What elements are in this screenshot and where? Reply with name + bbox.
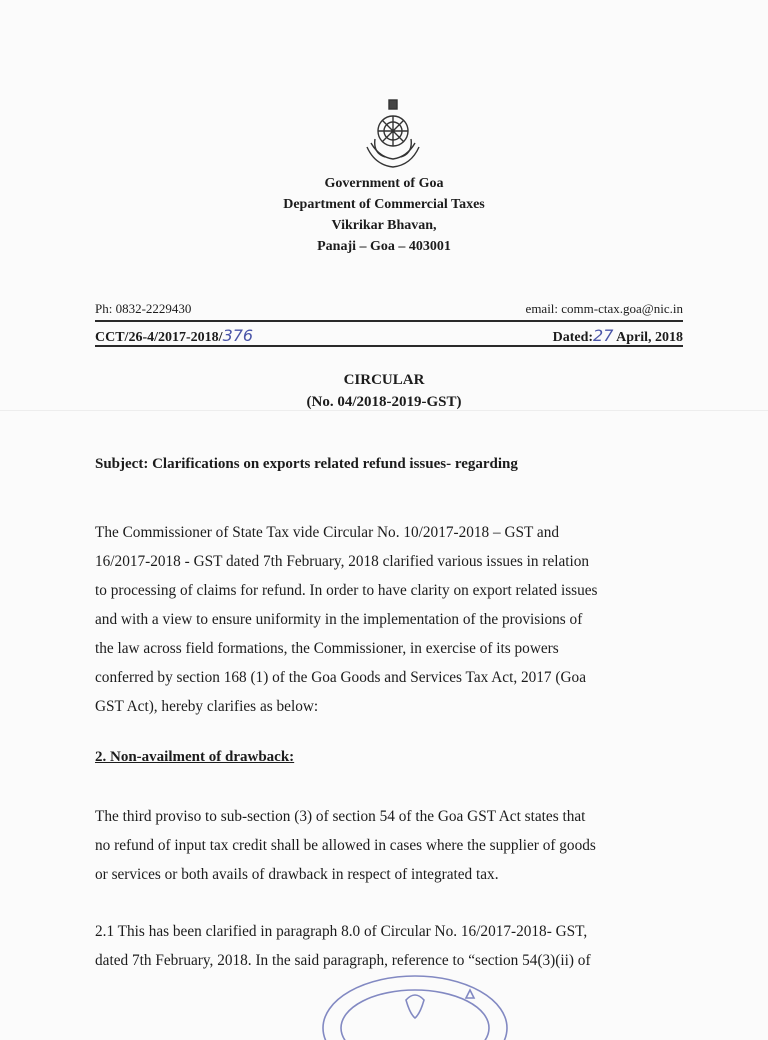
circular-number: (No. 04/2018-2019-GST) <box>306 394 462 410</box>
dated-day-handwritten: 27 <box>593 326 614 345</box>
circular-date <box>553 326 683 346</box>
paragraph-line: the law across field formations, the Commissioner, in exercise of its powers <box>95 640 559 657</box>
email-address: email: comm-ctax.goa@nic.in <box>525 301 683 316</box>
reference-number <box>95 326 253 346</box>
divider-bottom <box>95 345 683 347</box>
dated-label: Dated: <box>552 330 594 345</box>
paragraph-line: dated 7th February, 2018. In the said paragraph, reference to “section 54(3)(ii) of <box>95 952 591 969</box>
paragraph-line: conferred by section 168 (1) of the Goa Goods and Services Tax Act, 2017 (Goa <box>95 669 586 686</box>
section-2-heading: 2. Non-availment of drawback: <box>95 749 295 765</box>
divider-top <box>95 320 683 322</box>
paragraph-section-2 <box>95 802 685 889</box>
paragraph-line: GST Act), hereby clarifies as below: <box>95 698 319 715</box>
phone-number: Ph: 0832-2229430 <box>95 301 192 316</box>
paragraph-introduction <box>95 518 685 721</box>
dated-month-year: April, 2018 <box>613 330 683 345</box>
paragraph-line: 16/2017-2018 - GST dated 7th February, 2018 clarified various issues in relation <box>95 553 590 570</box>
paragraph-line: no refund of input tax credit shall be allowed in cases where the supplier of goods <box>95 837 596 854</box>
paragraph-line: or services or both avails of drawback in respect of integrated tax. <box>95 866 499 883</box>
reference-number-handwritten: 376 <box>222 326 254 345</box>
header-government: Government of Goa <box>324 176 444 191</box>
header-building: Vikrikar Bhavan, <box>331 218 437 233</box>
paragraph-line: The Commissioner of State Tax vide Circular No. 10/2017-2018 – GST and <box>95 524 560 541</box>
circular-title: CIRCULAR <box>343 372 425 388</box>
office-stamp-icon <box>310 960 520 1040</box>
header-address: Panaji – Goa – 403001 <box>317 239 451 254</box>
header-department: Department of Commercial Taxes <box>283 197 485 212</box>
reference-number-printed: CCT/26-4/2017-2018/ <box>95 330 223 345</box>
paragraph-line: and with a view to ensure uniformity in the implementation of the provisions of <box>95 611 583 628</box>
paragraph-line: The third proviso to sub-section (3) of section 54 of the Goa GST Act states that <box>95 808 586 825</box>
paragraph-line: to processing of claims for refund. In order to have clarity on export related issues <box>95 582 598 599</box>
paragraph-line: 2.1 This has been clarified in paragraph 8.0 of Circular No. 16/2017-2018- GST, <box>95 923 588 940</box>
subject-line: Subject: Clarifications on exports related refund issues- regarding <box>95 456 518 472</box>
goa-emblem-icon <box>355 97 431 173</box>
